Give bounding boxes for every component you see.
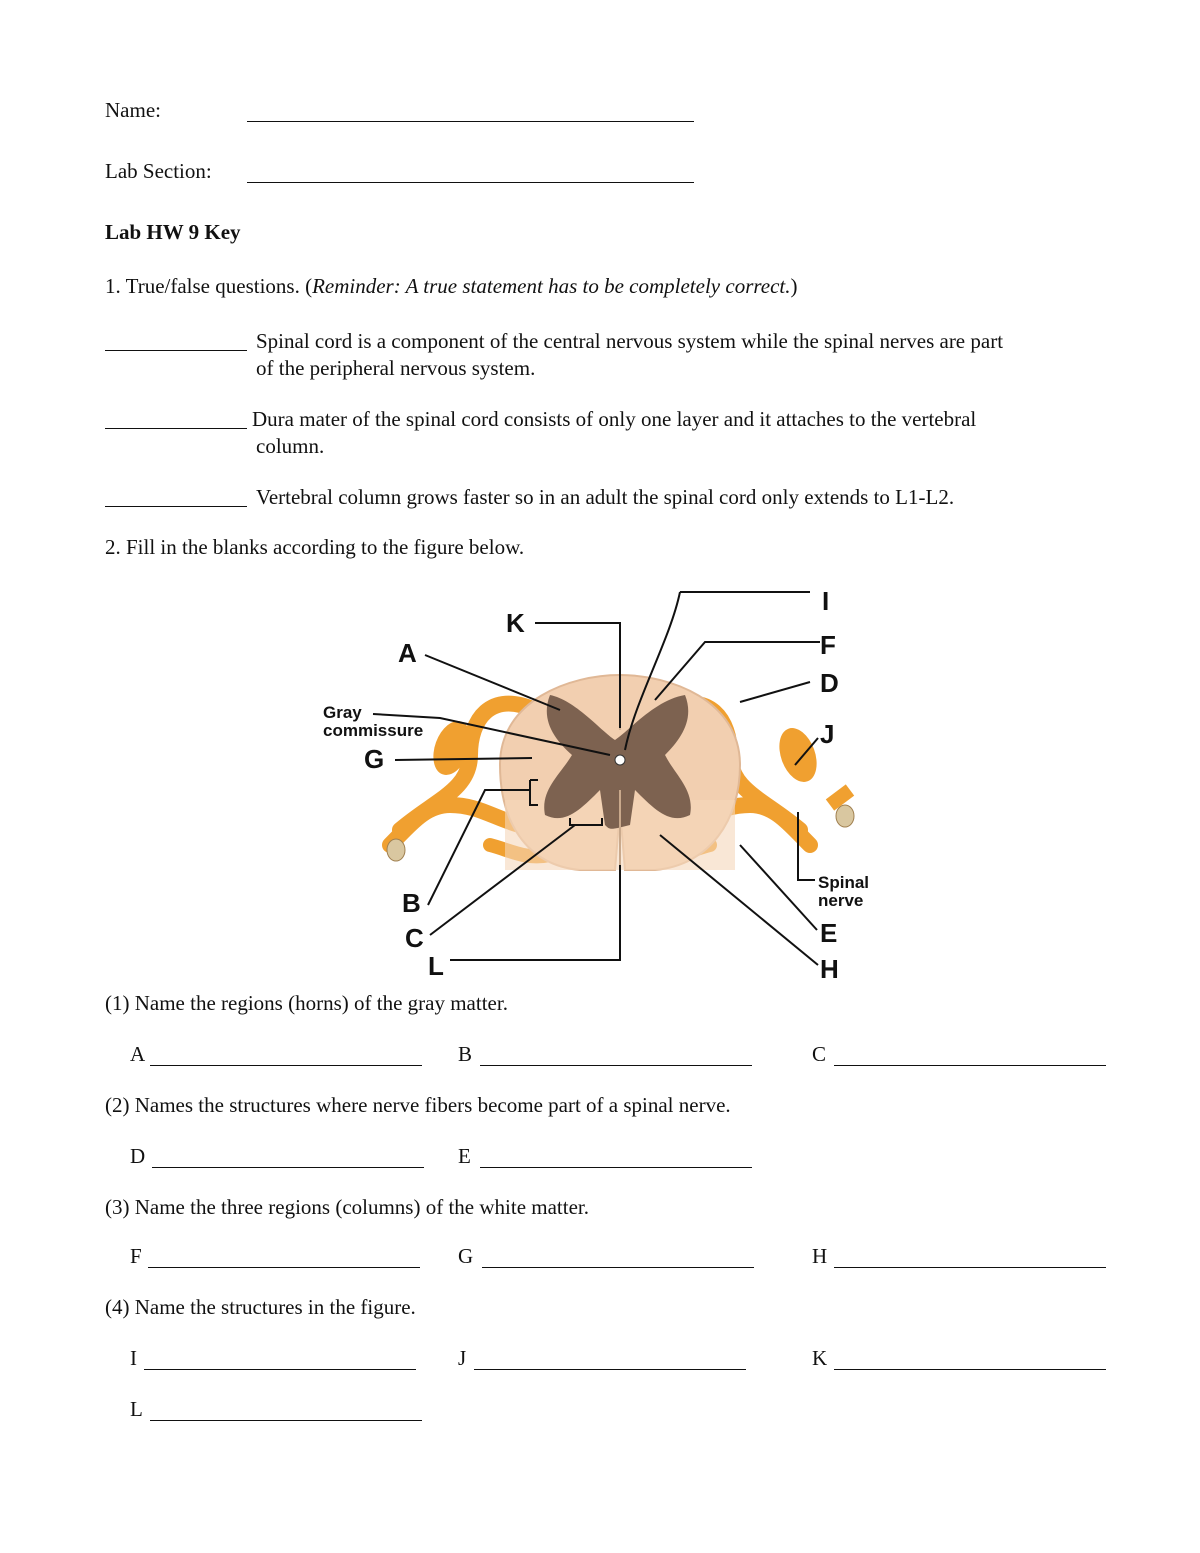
q1-statement-1-line1: Spinal cord is a component of the central nervous system while the spinal nerves are part [256, 329, 1004, 353]
q2-sub1-prompt: (1) Name the regions (horns) of the gray matter. [105, 991, 508, 1015]
q1-answer-blank-2[interactable] [105, 428, 247, 429]
blank-label-B: B [458, 1042, 473, 1066]
answer-blank-E[interactable] [480, 1167, 752, 1168]
q2-sub2-prompt: (2) Names the structures where nerve fibers become part of a spinal nerve. [105, 1093, 731, 1117]
blank-label-J: J [458, 1346, 467, 1370]
figure-label-L: L [428, 951, 444, 981]
q1-answer-blank-3[interactable] [105, 506, 247, 507]
spinal-cord-figure [310, 580, 890, 985]
figure-label-C: C [405, 923, 424, 953]
figure-label-J: J [820, 719, 835, 749]
blank-label-E: E [458, 1144, 471, 1168]
blank-label-D: D [130, 1144, 146, 1168]
answer-blank-L[interactable] [150, 1420, 422, 1421]
figure-label-I: I [822, 586, 830, 616]
q1-reminder: Reminder: A true statement has to be completely correct. [312, 274, 791, 298]
figure-label-F: F [820, 630, 836, 660]
nerve-cut-right [836, 805, 854, 827]
q1-intro-suffix: ) [790, 274, 798, 298]
q1-statement-2-line2: column. [256, 434, 325, 458]
answer-blank-B[interactable] [480, 1065, 752, 1066]
answer-blank-H[interactable] [834, 1267, 1106, 1268]
answer-blank-D[interactable] [152, 1167, 424, 1168]
q1-statement-3: Vertebral column grows faster so in an adult the spinal cord only extends to L1-L2. [256, 485, 955, 509]
figure-label-D: D [820, 668, 839, 698]
q1-statement-2-line1: Dura mater of the spinal cord consists of only one layer and it attaches to the vertebral [252, 407, 977, 431]
name-blank[interactable] [247, 121, 694, 122]
blank-label-H: H [812, 1244, 828, 1268]
dorsal-root-ganglion-right [772, 723, 823, 787]
figure-label-K: K [506, 608, 525, 638]
figure-label-commissure: commissure [323, 721, 424, 740]
lab-section-label: Lab Section: [105, 159, 212, 183]
answer-blank-I[interactable] [144, 1369, 416, 1370]
figure-label-spinal: Spinal [818, 873, 870, 892]
figure-label-H: H [820, 954, 839, 984]
nerve-cut-left [387, 839, 405, 861]
q1-answer-blank-1[interactable] [105, 350, 247, 351]
blank-label-K: K [812, 1346, 828, 1370]
figure-label-A: A [398, 638, 417, 668]
answer-blank-K[interactable] [834, 1369, 1106, 1370]
q1-intro-prefix: 1. True/false questions. ( [105, 274, 313, 298]
blank-label-I: I [130, 1346, 137, 1370]
blank-label-C: C [812, 1042, 827, 1066]
answer-blank-G[interactable] [482, 1267, 754, 1268]
q1-statement-1-line2: of the peripheral nervous system. [256, 356, 536, 380]
answer-blank-J[interactable] [474, 1369, 746, 1370]
q2-intro: 2. Fill in the blanks according to the figure below. [105, 535, 525, 559]
figure-label-B: B [402, 888, 421, 918]
figure-label-G: G [364, 744, 385, 774]
q1-intro [105, 273, 797, 300]
blank-label-A: A [130, 1042, 146, 1066]
q2-sub3-prompt: (3) Name the three regions (columns) of the white matter. [105, 1195, 590, 1219]
blank-label-F: F [130, 1244, 142, 1268]
q2-sub4-prompt: (4) Name the structures in the figure. [105, 1295, 416, 1319]
figure-label-E: E [820, 918, 838, 948]
lab-section-blank[interactable] [247, 182, 694, 183]
document-title: Lab HW 9 Key [105, 220, 241, 244]
answer-blank-A[interactable] [150, 1065, 422, 1066]
figure-label-nerve: nerve [818, 891, 864, 910]
central-canal [615, 755, 625, 765]
figure-label-gray: Gray [323, 703, 362, 722]
name-label: Name: [105, 98, 161, 122]
blank-label-L: L [130, 1397, 143, 1421]
answer-blank-F[interactable] [148, 1267, 420, 1268]
blank-label-G: G [458, 1244, 474, 1268]
answer-blank-C[interactable] [834, 1065, 1106, 1066]
